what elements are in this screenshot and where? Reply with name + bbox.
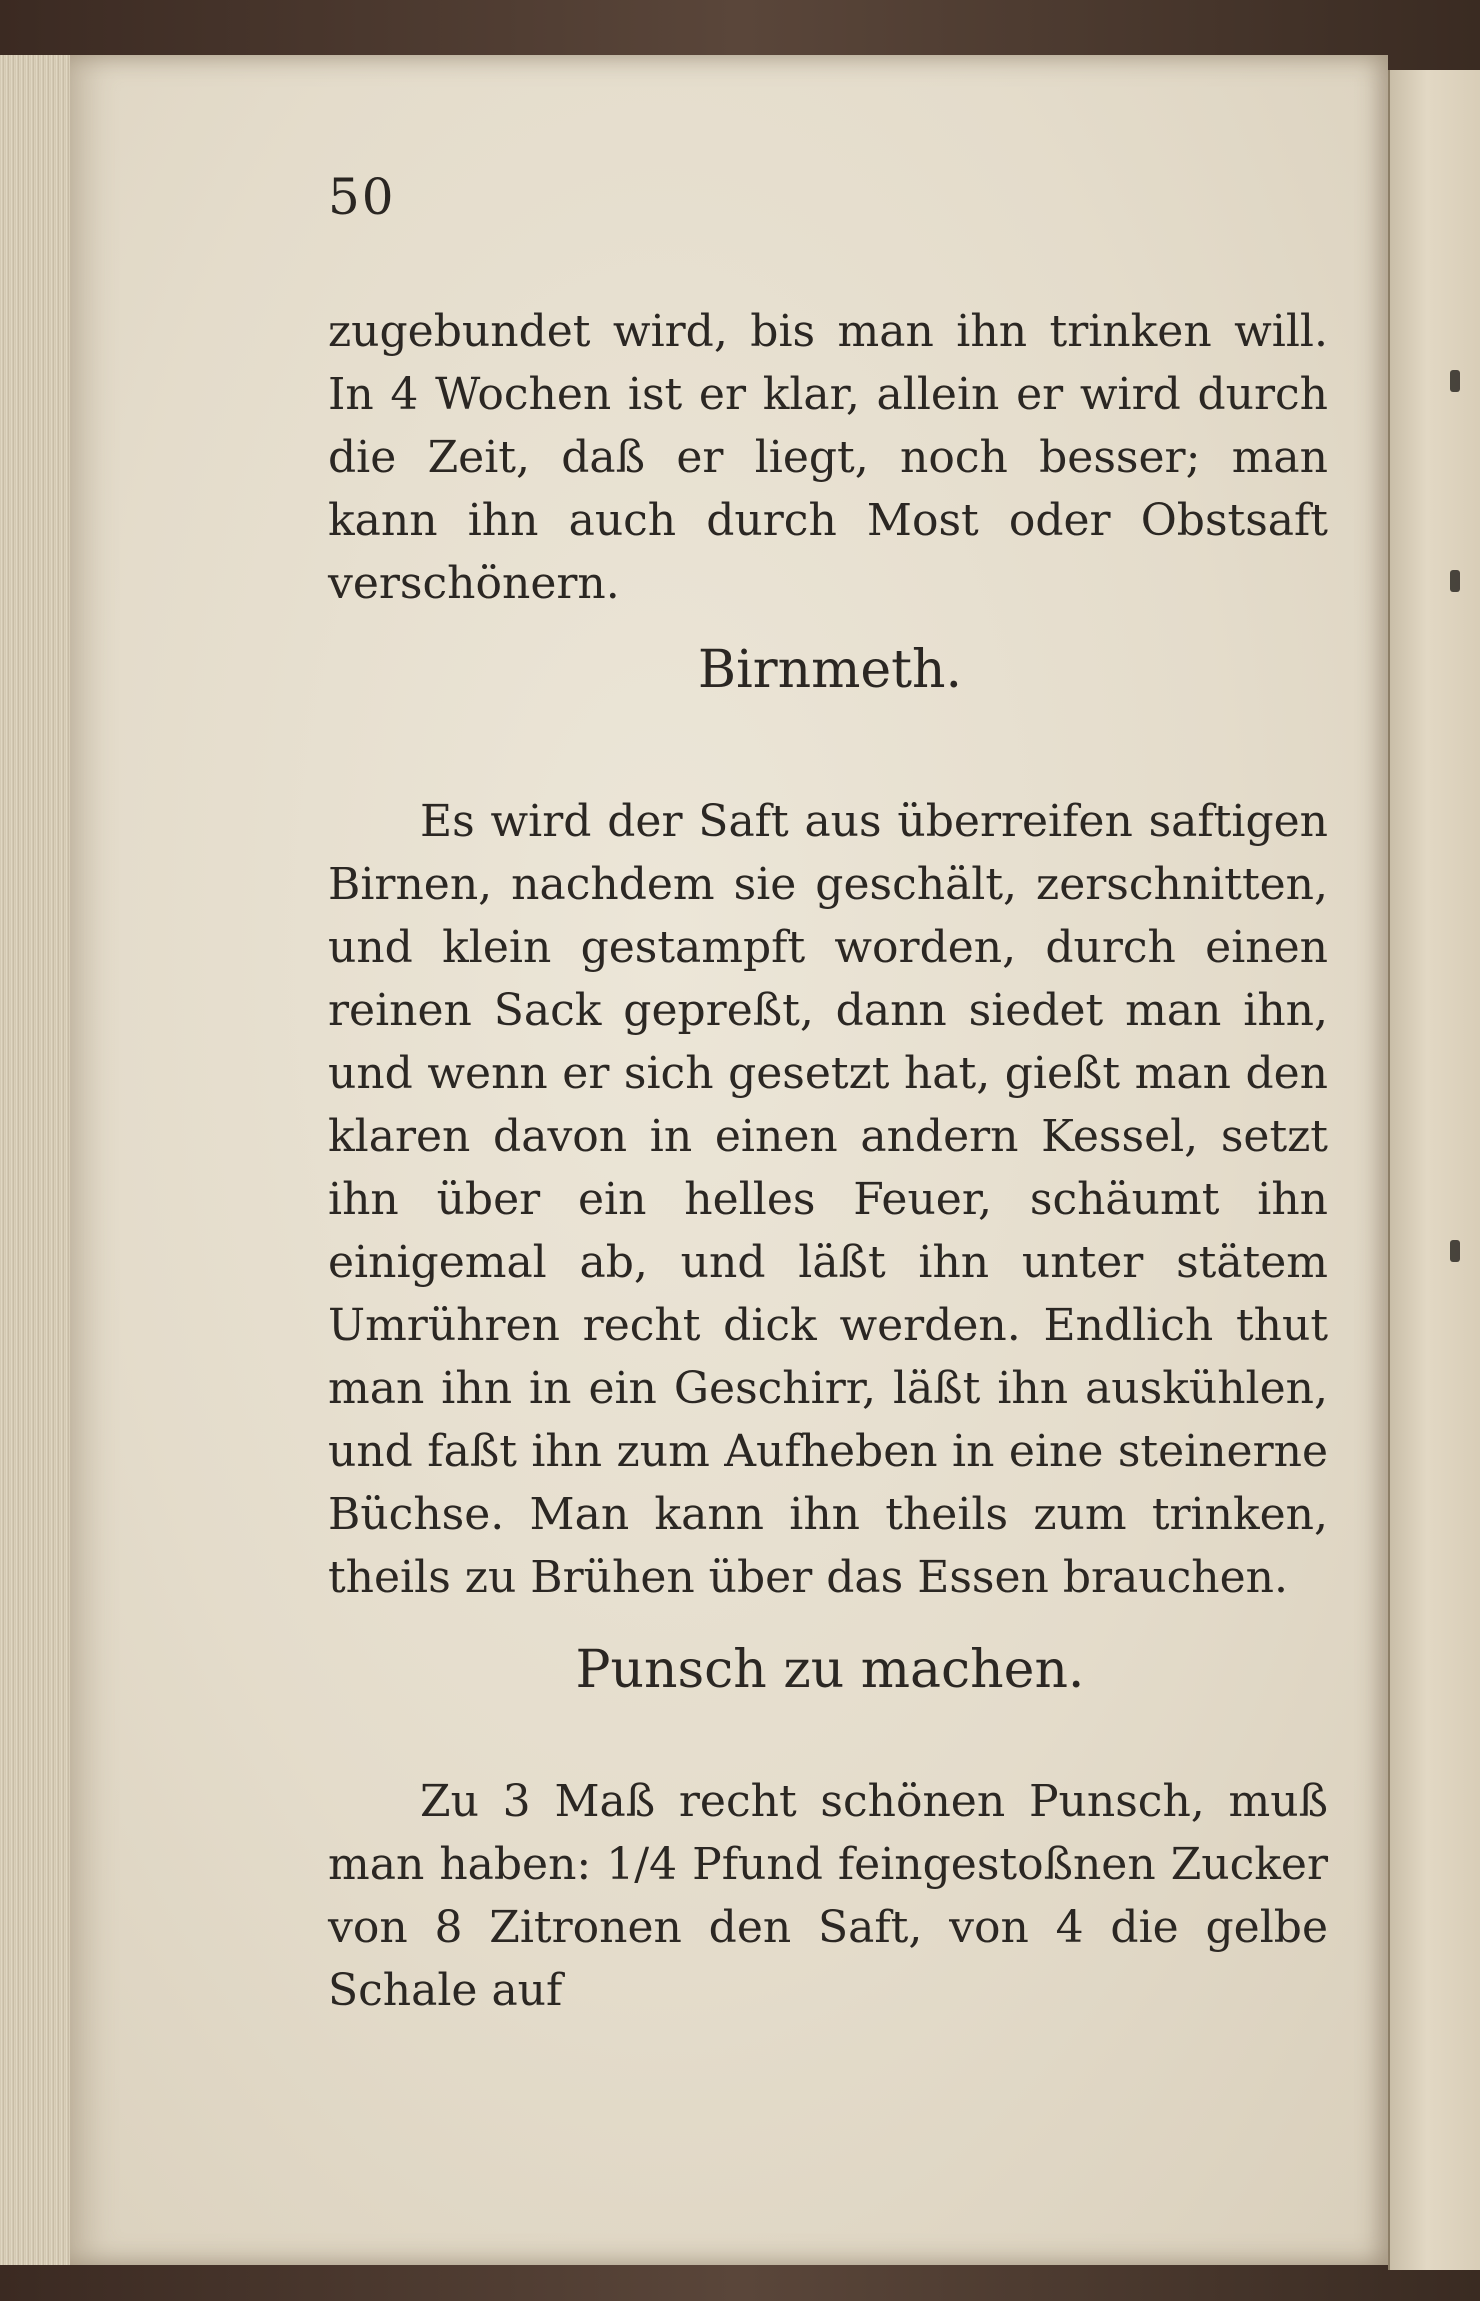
page-number: 50 xyxy=(328,168,396,226)
punsch-paragraph xyxy=(328,1770,1328,2022)
birnmeth-text: Es wird der Saft aus überreifen saftigen Birnen, nachdem sie geschält, zerschnitten, und klein gestampft worden, durch einen reinen Sack gepreßt, dann siedet man ihn, und wenn er sich gesetzt hat, gießt man den klaren davon in einen andern Kessel, setzt ihn über ein helles Feuer, schäumt ihn einigemal ab, und läßt ihn unter stätem Umrühren recht dick werden. Endlich thut man ihn in ein Geschirr, läßt ihn auskühlen, und faßt ihn zum Aufheben in eine steinerne Büchse. Man kann ihn theils zum trinken, theils zu Brühen über das Essen brauchen. xyxy=(328,796,1328,1603)
facing-page-ink-mark xyxy=(1450,370,1460,392)
heading-birnmeth: Birnmeth. xyxy=(697,640,963,700)
continuation-text: zugebundet wird, bis man ihn trinken will. In 4 Wochen ist er klar, allein er wird durch die Zeit, daß er liegt, noch besser; man kann ihn auch durch Most oder Obstsaft verschönern. xyxy=(328,306,1328,609)
facing-page-edge xyxy=(1388,70,1480,2270)
heading-punsch: Punsch zu machen. xyxy=(575,1640,1085,1700)
birnmeth-paragraph xyxy=(328,790,1328,1609)
punsch-text: Zu 3 Maß recht schönen Punsch, muß man haben: 1/4 Pfund feingestoßnen Zucker von 8 Zitronen den Saft, von 4 die gelbe Schale auf xyxy=(328,1776,1328,2016)
facing-page-ink-mark xyxy=(1450,1240,1460,1262)
continuation-paragraph xyxy=(328,300,1328,615)
facing-page-ink-mark xyxy=(1450,570,1460,592)
